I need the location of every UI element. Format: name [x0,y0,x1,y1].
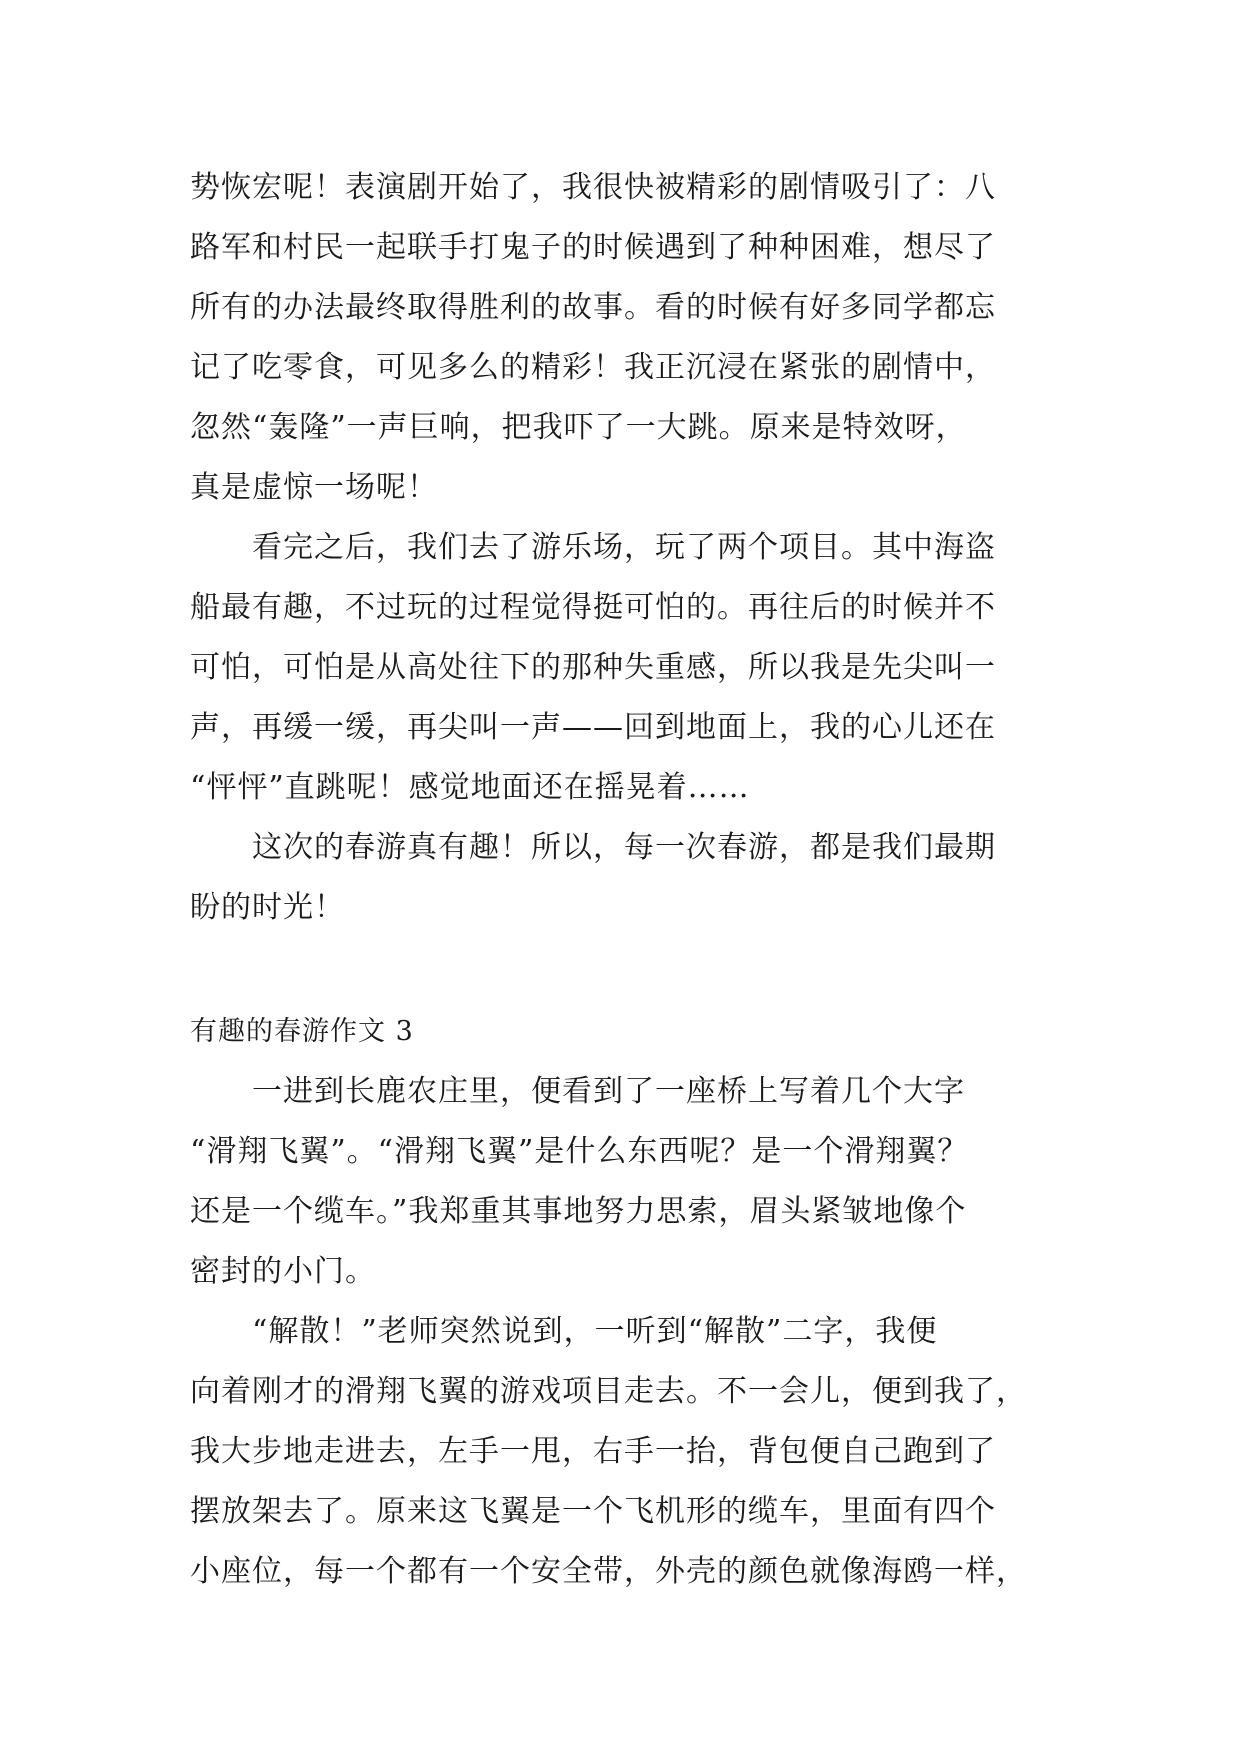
paragraph [190,1062,1060,1302]
paragraph [190,518,1060,818]
paragraph [190,1302,1060,1602]
text-line: 还是一个缆车。”我郑重其事地努力思索，眉头紧皱地像个 [190,1194,967,1229]
text-line: 向着刚才的滑翔飞翼的游戏项目走去。不一会儿，便到我了， [190,1374,1027,1409]
text-line: 这次的春游真有趣！所以，每一次春游，都是我们最期 [252,830,996,865]
text-line: 路军和村民一起联手打鬼子的时候遇到了种种困难，想尽了 [190,230,996,265]
text-line: 声，再缓一缓，再尖叫一声——回到地面上，我的心儿还在 [190,710,996,745]
text-line: 船最有趣，不过玩的过程觉得挺可怕的。再往后的时候并不 [190,590,996,625]
text-line: “怦怦”直跳呢！感觉地面还在摇晃着…… [190,770,750,805]
section-heading: 有趣的春游作文 3 [190,1016,414,1047]
text-line: 一进到长鹿农庄里，便看到了一座桥上写着几个大字 [252,1074,965,1109]
text-line: 忽然“轰隆”一声巨响，把我吓了一大跳。原来是特效呀， [190,410,967,445]
paragraph [190,818,1060,938]
section-spacer [190,938,1060,1002]
text-line: 所有的办法最终取得胜利的故事。看的时候有好多同学都忘 [190,290,996,325]
document-body [190,158,1060,1602]
text-line: 小座位，每一个都有一个安全带，外壳的颜色就像海鸥一样， [190,1554,1027,1589]
text-line: “解散！”老师突然说到，一听到“解散”二字，我便 [252,1314,938,1349]
text-line: 可怕，可怕是从高处往下的那种失重感，所以我是先尖叫一 [190,650,996,685]
text-line: 盼的时光！ [190,890,345,925]
text-line: 真是虚惊一场呢！ [190,470,438,505]
text-line: 记了吃零食，可见多么的精彩！我正沉浸在紧张的剧情中， [190,350,996,385]
text-line: 摆放架去了。原来这飞翼是一个飞机形的缆车，里面有四个 [190,1494,996,1529]
text-line: 密封的小门。 [190,1254,376,1289]
text-line: 我大步地走进去，左手一甩，右手一抬，背包便自己跑到了 [190,1434,996,1469]
text-line: 势恢宏呢！表演剧开始了，我很快被精彩的剧情吸引了：八 [190,170,996,205]
text-line: 看完之后，我们去了游乐场，玩了两个项目。其中海盗 [252,530,996,565]
paragraph [190,158,1060,518]
text-line: “滑翔飞翼”。“滑翔飞翼”是什么东西呢？是一个滑翔翼？ [190,1134,969,1169]
